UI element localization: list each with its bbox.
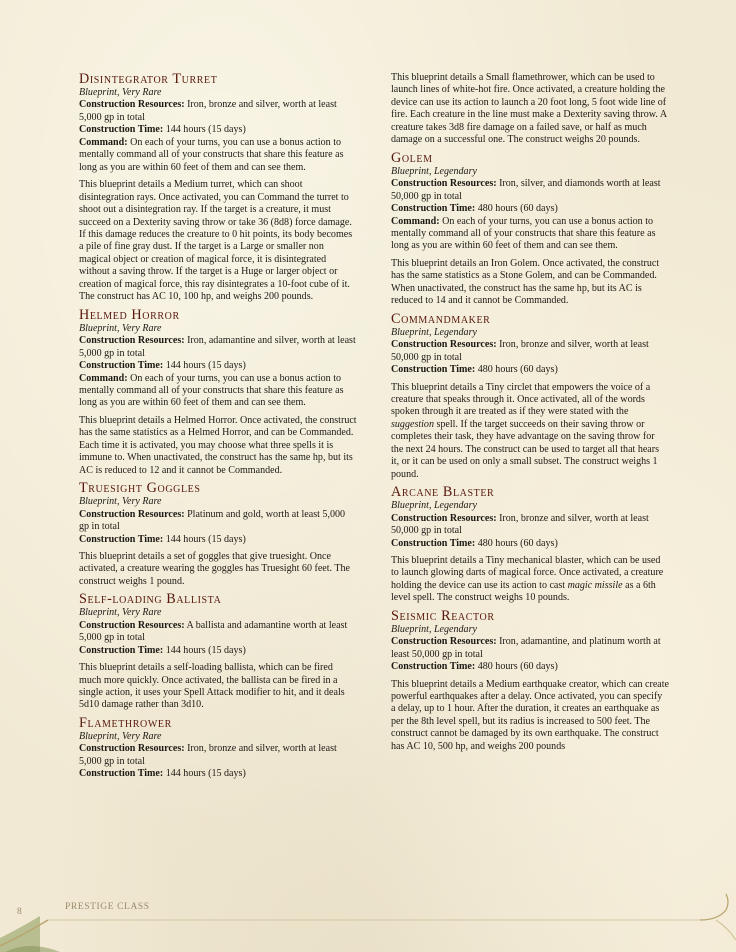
- entry-description: [391, 555, 669, 605]
- description-text: This blueprint details a Tiny circlet that empowers the voice of a creature that speaks through it. Once activated, all of the words spoken through it are treated as if they were stated with the: [391, 381, 651, 418]
- construction-time: [79, 645, 357, 657]
- stat-label: Construction Resources:: [79, 508, 185, 520]
- construction-resources: [79, 743, 357, 768]
- entry-rarity: Blueprint, Very Rare: [79, 322, 162, 334]
- entry-description: This blueprint details a Helmed Horror. Once activated, the construct has the same statistics as a Helmed Horror, and can be Commanded. Each time it is activated, you may choose what three spells it is immune to. When unactivated, the construct has the same hp, but its AC is reduced to 12 and it cannot be Commanded.: [79, 414, 357, 476]
- stat-value: Platinum and gold, worth at least 5,000 gp in total: [79, 508, 346, 533]
- stat-value: On each of your turns, you can use a bonus action to mentally command all of your constructs that share this feature as long as you are within 60 feet of them and can see them.: [391, 215, 656, 252]
- entry-disintegrator-turret: [79, 72, 357, 304]
- command-text: [79, 137, 357, 174]
- description-text: This blueprint details a Tiny mechanical blaster, which can be used to launch glowing darts of magical force. Once activated, a creature holding the device can use its action to cast: [391, 554, 664, 591]
- stat-label: Construction Time:: [79, 533, 164, 545]
- stat-value: Iron, adamantine and silver, worth at least 5,000 gp in total: [79, 335, 356, 359]
- stat-label: Command:: [391, 215, 440, 227]
- entry-description: This blueprint details a Medium earthquake creator, which can create powerful earthquakes after a delay. Once activated, you can specify a delay, up to 1 hour. After the duration, it creates an earthquake as per the 8th level spell, but its radius is increased to 500 feet. The construct cannot be damaged by its own earthquake. The construct has AC 10, 500 hp, and weighs 200 pounds: [391, 678, 670, 752]
- stat-label: Construction Resources:: [391, 178, 497, 190]
- entry-description: This blueprint details a Medium turret, which can shoot disintegration rays. Once activated, you can Command the turret to shoot out a disintegration ray. If the target is a creature, it must succeed on a Dexterity saving throw or take 36 (8d8) force damage. If this damage reduces the creature to 0 hit points, its body becomes a pile of fine gray dust. If the target is a Large or smaller non magical object or creation of magical force, it is disintegrated without a saving throw. If the target is a Huge or larger object or creation of magical force, this ray disintegrates a 10-foot cube of it. The construct has AC 10, 100 hp, and weighs 200 pounds.: [79, 179, 353, 303]
- entry-rarity: Blueprint, Very Rare: [79, 87, 162, 98]
- stat-value: 480 hours (60 days): [475, 203, 558, 215]
- stat-value: Iron, bronze and silver, worth at least 50,000 gp in total: [391, 339, 649, 363]
- construction-time: [79, 124, 357, 136]
- entry-self-loading-ballista: [79, 592, 357, 712]
- construction-resources: [391, 513, 669, 538]
- entry-description: This blueprint details an Iron Golem. Once activated, the construct has the same statistics as a Stone Golem, and can be Commanded. When unactivated, the construct has the same hp, but its AC is reduced to 14 and it cannot be Commanded.: [391, 257, 660, 307]
- stat-value: 480 hours (60 days): [475, 661, 558, 673]
- stat-value: 480 hours (60 days): [475, 537, 558, 549]
- construction-time: [391, 661, 669, 673]
- construction-time: [391, 364, 669, 376]
- stat-label: Construction Resources:: [79, 335, 185, 347]
- construction-resources: [391, 636, 669, 661]
- entry-title: Golem: [391, 149, 433, 166]
- stat-label: Construction Resources:: [79, 99, 185, 111]
- entry-rarity: Blueprint, Legendary: [391, 500, 477, 512]
- page-number: 8: [17, 907, 22, 917]
- stat-label: Construction Time:: [391, 661, 476, 673]
- construction-time: [391, 203, 669, 215]
- stat-value: 144 hours (15 days): [163, 124, 246, 136]
- entry-description: This blueprint details a self-loading ballista, which can be fired much more quickly. Once activated, the ballista can be fired in a single action, it uses your Spell Attack modifier to hit, and it deals 5d10 damage rather than 3d10.: [79, 662, 345, 711]
- spell-name: suggestion: [391, 418, 434, 430]
- stat-label: Construction Time:: [391, 364, 476, 376]
- stat-label: Construction Resources:: [391, 512, 497, 524]
- stat-value: On each of your turns, you can use a bonus action to mentally command all of your constructs that share this feature as long as you are within 60 feet of them and can see them.: [79, 372, 344, 409]
- entry-helmed-horror: [79, 308, 357, 477]
- stat-value: On each of your turns, you can use a bonus action to mentally command all of your constructs that share this feature as long as you are within 60 feet of them and can see them.: [79, 136, 344, 173]
- stat-label: Construction Resources:: [391, 636, 497, 648]
- construction-resources: [79, 335, 357, 360]
- stat-label: Construction Time:: [391, 203, 476, 215]
- construction-time: [79, 360, 357, 372]
- entry-description: [391, 382, 669, 482]
- entry-title: Flamethrower: [79, 714, 172, 731]
- entry-title: Disintegrator Turret: [79, 71, 218, 87]
- entry-arcane-blaster: [391, 485, 669, 605]
- stat-label: Command:: [79, 372, 128, 384]
- entry-title: Arcane Blaster: [391, 484, 495, 501]
- entry-rarity: Blueprint, Legendary: [391, 326, 477, 338]
- entry-title: Truesight Goggles: [79, 480, 201, 497]
- footer-ornament: [0, 880, 736, 952]
- stat-value: Iron, bronze and silver, worth at least 5,000 gp in total: [79, 99, 337, 123]
- right-column: [391, 72, 669, 753]
- stat-label: Construction Resources:: [79, 619, 185, 631]
- spell-name: magic missile: [567, 579, 623, 591]
- stat-label: Command:: [79, 136, 128, 148]
- construction-resources: [79, 509, 357, 534]
- construction-time: [79, 768, 357, 780]
- stat-value: Iron, silver, and diamonds worth at least 50,000 gp in total: [391, 178, 661, 202]
- left-column: [79, 72, 357, 781]
- entry-rarity: Blueprint, Very Rare: [79, 730, 162, 742]
- stat-value: 144 hours (15 days): [163, 644, 246, 656]
- stat-label: Construction Time:: [79, 768, 164, 780]
- construction-resources: [79, 620, 357, 645]
- footer-label: PRESTIGE CLASS: [65, 902, 150, 912]
- stat-label: Construction Time:: [79, 644, 164, 656]
- stat-value: Iron, adamantine, and platinum worth at least 50,000 gp in total: [391, 636, 661, 660]
- stat-label: Construction Resources:: [79, 743, 185, 755]
- entry-rarity: Blueprint, Very Rare: [79, 607, 162, 619]
- description-text: spell. If the target succeeds on their saving throw or completes their task, they have advantage on the saving throw for the next 24 hours. The construct can be used to target all that hears it, or it can be used on only a small subset. The construct weighs 1 pound.: [391, 418, 660, 480]
- entry-title: Commandmaker: [391, 310, 491, 327]
- stat-value: Iron, bronze and silver, worth at least 5,000 gp in total: [79, 743, 337, 767]
- entry-title: Seismic Reactor: [391, 607, 495, 624]
- stat-value: A ballista and adamantine worth at least 5,000 gp in total: [79, 619, 348, 644]
- entry-seismic-reactor: [391, 609, 669, 754]
- construction-time: [391, 538, 669, 550]
- entry-rarity: Blueprint, Very Rare: [79, 496, 162, 508]
- command-text: [79, 373, 357, 410]
- entry-title: Self-loading Ballista: [79, 591, 222, 608]
- entry-commandmaker: [391, 312, 669, 481]
- stat-label: Construction Time:: [79, 360, 164, 372]
- entry-title: Helmed Horror: [79, 306, 180, 323]
- construction-time: [79, 534, 357, 546]
- stat-value: 480 hours (60 days): [475, 364, 558, 376]
- entry-rarity: Blueprint, Legendary: [391, 623, 477, 635]
- construction-resources: [391, 339, 669, 364]
- description-text: as a 6th level spell. The construct weighs 10 pounds.: [391, 579, 656, 604]
- entry-rarity: Blueprint, Legendary: [391, 165, 477, 177]
- entry-golem: [391, 151, 669, 308]
- flamethrower-description: This blueprint details a Small flamethrower, which can be used to launch lines of white-hot fire. Once activated, a creature holding the device can use its action to launch a 20 foot long, 5 foot wide line of fire. Each creature in the line must make a Dexterity saving throw. A creature takes 3d8 fire damage on a failed save, or half as much damage on a successful one. The construct weighs 20 pounds.: [391, 72, 667, 146]
- entry-truesight-goggles: [79, 481, 357, 588]
- command-text: [391, 216, 669, 253]
- entry-description: This blueprint details a set of goggles that give truesight. Once activated, a creature wearing the goggles has Truesight 60 feet. The construct weighs 1 pound.: [79, 550, 350, 587]
- entry-flamethrower: [79, 716, 357, 781]
- stat-value: 144 hours (15 days): [163, 360, 246, 372]
- stat-value: Iron, bronze and silver, worth at least 50,000 gp in total: [391, 512, 649, 537]
- stat-label: Construction Time:: [79, 124, 164, 136]
- stat-value: 144 hours (15 days): [163, 533, 246, 545]
- stat-label: Construction Time:: [391, 537, 476, 549]
- stat-value: 144 hours (15 days): [163, 768, 246, 780]
- construction-resources: [79, 99, 357, 124]
- stat-label: Construction Resources:: [391, 339, 497, 351]
- construction-resources: [391, 178, 669, 203]
